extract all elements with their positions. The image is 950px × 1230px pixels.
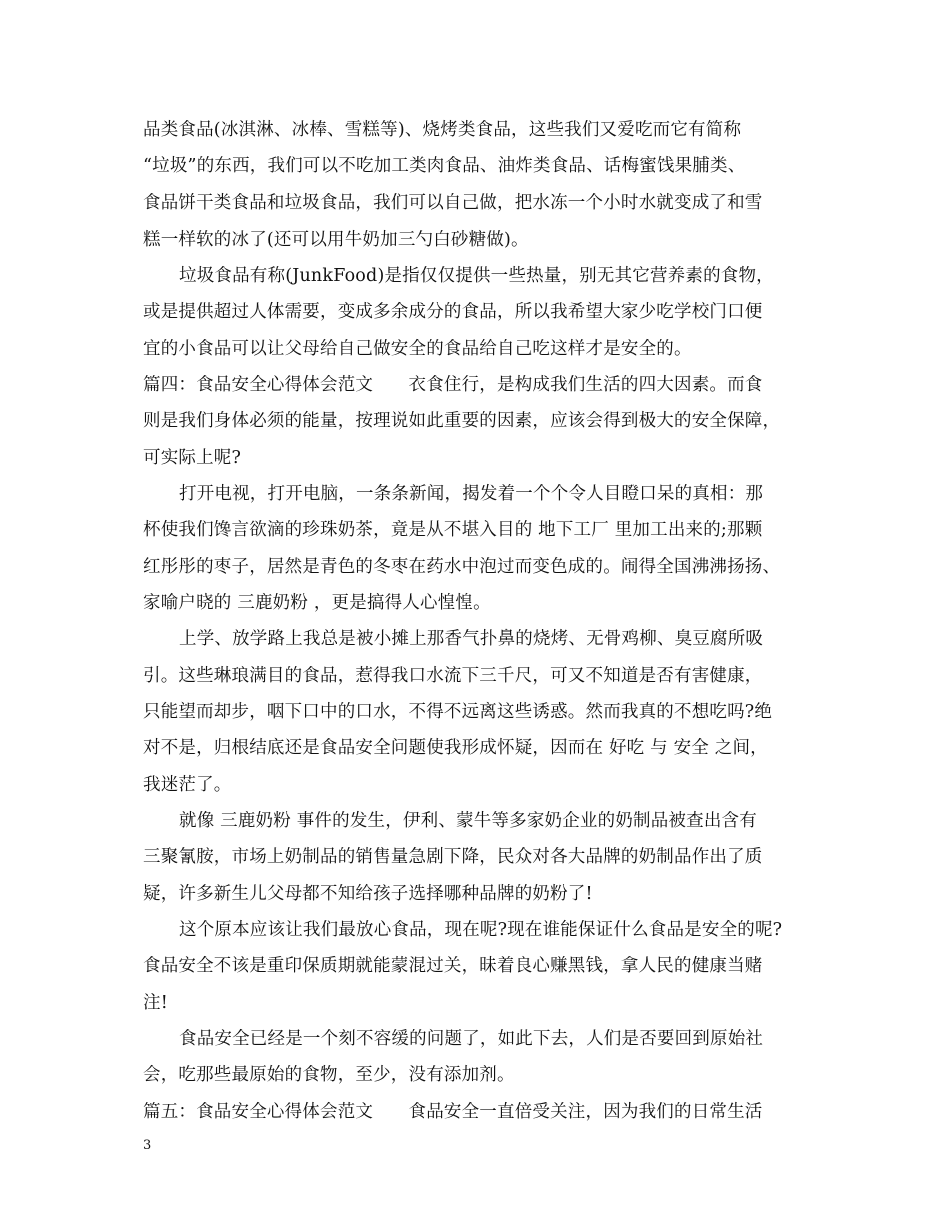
text-line: 疑，许多新生儿父母都不知给孩子选择哪种品牌的奶粉了!	[143, 884, 593, 904]
section-heading: 篇四：食品安全心得体会范文 衣食住行，是构成我们生活的四大因素。而食	[143, 375, 763, 395]
text-line: 则是我们身体必须的能量，按理说如此重要的因素，应该会得到极大的安全保障，	[143, 411, 781, 431]
text-line: 杯使我们馋言欲滴的珍珠奶茶，竟是从不堪入目的 地下工厂 里加工出来的;那颗	[143, 520, 763, 540]
text-line: 这个原本应该让我们最放心食品，现在呢?现在谁能保证什么食品是安全的呢?	[179, 920, 783, 940]
text-line: 糕一样软的冰了(还可以用牛奶加三勺白砂糖做)。	[143, 230, 529, 250]
text-line: 食品安全不该是重印保质期就能蒙混过关，昧着良心赚黑钱，拿人民的健康当赌	[143, 956, 763, 976]
text-line: 我迷茫了。	[143, 775, 232, 795]
text-line: 上学、放学路上我总是被小摊上那香气扑鼻的烧烤、无骨鸡柳、臭豆腐所吸	[179, 629, 764, 649]
text-line: 只能望而却步，咽下口中的口水，不得不远离这些诱惑。然而我真的不想吃吗?绝	[143, 702, 773, 722]
text-line: 注!	[143, 993, 168, 1013]
text-line: 引。这些琳琅满目的食品，惹得我口水流下三千尺，可又不知道是否有害健康，	[143, 666, 763, 686]
text-line: 品类食品(冰淇淋、冰棒、雪糕等)、烧烤类食品，这些我们又爱吃而它有简称	[143, 120, 742, 140]
section-heading: 篇五：食品安全心得体会范文 食品安全一直倍受关注，因为我们的日常生活	[143, 1102, 763, 1122]
text-line: 可实际上呢?	[143, 448, 242, 468]
text-line: 宜的小食品可以让父母给自己做安全的食品给自己吃这样才是安全的。	[143, 339, 692, 359]
text-line: 家喻户晓的 三鹿奶粉 ，更是搞得人心惶惶。	[143, 593, 491, 613]
text-line: 就像 三鹿奶粉 事件的发生，伊利、蒙牛等多家奶企业的奶制品被查出含有	[179, 811, 757, 831]
text-line: “垃圾”的东西，我们可以不吃加工类肉食品、油炸类食品、话梅蜜饯果脯类、	[143, 156, 746, 176]
text-line: 或是提供超过人体需要，变成多余成分的食品，所以我希望大家少吃学校门口便	[143, 302, 763, 322]
text-line: 会，吃那些最原始的食物，至少，没有添加剂。	[143, 1065, 515, 1085]
text-line: 垃圾食品有称(JunkFood)是指仅仅提供一些热量，别无其它营养素的食物，	[179, 266, 774, 286]
text-line: 红彤彤的枣子，居然是青色的冬枣在药水中泡过而变色成的。闹得全国沸沸扬扬、	[143, 557, 781, 577]
text-line: 打开电视，打开电脑，一条条新闻，揭发着一个个令人目瞪口呆的真相：那	[179, 484, 764, 504]
text-line: 食品饼干类食品和垃圾食品，我们可以自己做，把水冻一个小时水就变成了和雪	[143, 193, 763, 213]
text-line: 食品安全已经是一个刻不容缓的问题了，如此下去，人们是否要回到原始社	[179, 1029, 764, 1049]
page-number: 3	[143, 1138, 152, 1153]
text-line: 对不是，归根结底还是食品安全问题使我形成怀疑，因而在 好吃 与 安全 之间，	[143, 738, 768, 758]
text-line: 三聚氰胺，市场上奶制品的销售量急剧下降，民众对各大品牌的奶制品作出了质	[143, 847, 763, 867]
